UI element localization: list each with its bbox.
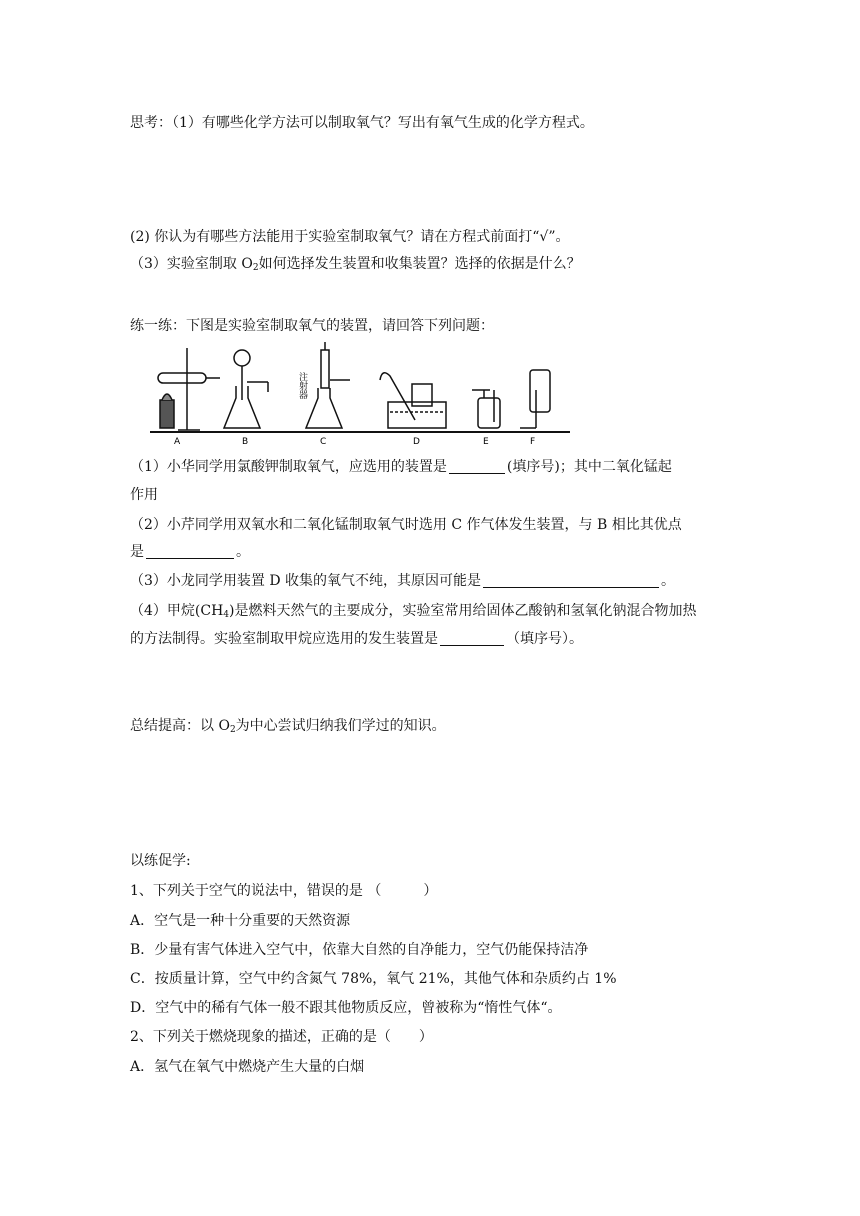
figure-label-f: F [530,437,536,447]
exercise-q1-option-d [130,998,562,1018]
apparatus-d [380,373,446,428]
think-q2-text: (2) 你认为有哪些方法能用于实验室制取氧气？请在方程式前面打“√”。 [130,229,570,245]
lab-apparatus-figure [150,340,570,450]
figure-label-d: D [413,437,420,447]
exercise-q2 [130,1027,433,1047]
practice-q4-text-d: （填序号）。 [506,631,583,647]
practice-q3-text-a: （3）小龙同学用装置 D 收集的氧气不纯，其原因可能是 [130,573,482,589]
figure-label-a: A [174,437,181,447]
practice-q4 [130,601,697,625]
exercise-title [130,851,191,871]
answer-blank-4[interactable] [440,631,504,646]
practice-q1-cont [130,485,158,505]
apparatus-f [520,370,550,428]
practice-q2 [130,515,682,535]
figure-label-e: E [483,437,489,447]
practice-q3-text-b: 。 [661,573,676,589]
summary-o2-subscript: 2 [229,725,236,735]
practice-q3 [130,571,675,591]
practice-q1-text-b: (填序号)；其中二氧化锰起 [506,459,672,475]
practice-q2-text-c: 。 [236,544,250,560]
answer-blank-3[interactable] [483,573,659,588]
exercise-q1-b-text: B．少量有害气体进入空气中，依靠大自然的自净能力，空气仍能保持洁净 [130,942,589,958]
apparatus-e [472,390,500,428]
practice-q1 [130,457,672,477]
exercise-q2-a-text: A．氢气在氧气中燃烧产生大量的白烟 [130,1059,365,1075]
apparatus-b [224,350,268,428]
summary-text-a: 总结提高：以 O [130,718,230,734]
answer-blank-1[interactable] [449,459,505,474]
practice-title [130,316,494,336]
think-q3-text-b: 如何选择发生装置和收集装置？选择的依据是什么？ [258,256,581,272]
exercise-q1-text: 1、下列关于空气的说法中，错误的是 （ ） [130,883,438,899]
practice-q4-cont [130,629,583,649]
practice-q4-text-b: )是燃料天然气的主要成分，实验室常用给固体乙酸钠和氢氧化钠混合物加热 [229,603,697,619]
practice-q2-cont [130,542,250,562]
exercise-title-text: 以练促学: [130,853,191,869]
practice-q1-text-c: 作用 [130,487,158,503]
exercise-q1-d-text: D．空气中的稀有气体一般不跟其他物质反应，曾被称为“惰性气体“。 [130,1000,562,1016]
exercise-q1-a-text: A．空气是一种十分重要的天然资源 [130,913,351,929]
summary-line [130,716,446,740]
think-question-2 [130,227,570,247]
exercise-q2-option-a [130,1057,364,1077]
apparatus-c [306,342,350,428]
exercise-q1-option-a [130,911,350,931]
think-question-3 [130,254,581,278]
practice-q2-text-b: 是 [130,544,144,560]
ch4-subscript: 4 [223,610,230,620]
answer-blank-2[interactable] [146,544,234,559]
exercise-q1-option-b [130,940,588,960]
o2-subscript: 2 [252,263,259,273]
practice-q4-text-a: （4）甲烷(CH [130,603,224,619]
exercise-q2-text: 2、下列关于燃烧现象的描述，正确的是（ ） [130,1029,433,1045]
practice-title-text: 练一练：下图是实验室制取氧气的装置，请回答下列问题： [130,318,494,334]
figure-label-b: B [242,437,249,447]
summary-text-b: 为中心尝试归纳我们学过的知识。 [235,718,446,734]
practice-q2-text-a: （2）小芹同学用双氧水和二氧化锰制取氧气时选用 C 作气体发生装置，与 B 相比其优点 [130,517,682,533]
practice-q4-text-c: 的方法制得。实验室制取甲烷应选用的发生装置是 [130,631,438,647]
think-q1-text: 思考：（1）有哪些化学方法可以制取氧气？写出有氧气生成的化学方程式。 [130,115,594,131]
think-question-1 [130,113,594,133]
practice-q1-text-a: （1）小华同学用氯酸钾制取氧气，应选用的装置是 [130,459,447,475]
figure-label-c: C [320,437,327,447]
exercise-q1-c-text: C．按质量计算，空气中约含氮气 78%，氧气 21%，其他气体和杂质约占 1% [130,971,617,987]
apparatus-a [158,348,220,430]
exercise-q1-option-c [130,969,617,989]
exercise-q1 [130,881,437,901]
syringe-label: 注射器 [297,372,307,399]
think-q3-text-a: （3）实验室制取 O [130,256,253,272]
